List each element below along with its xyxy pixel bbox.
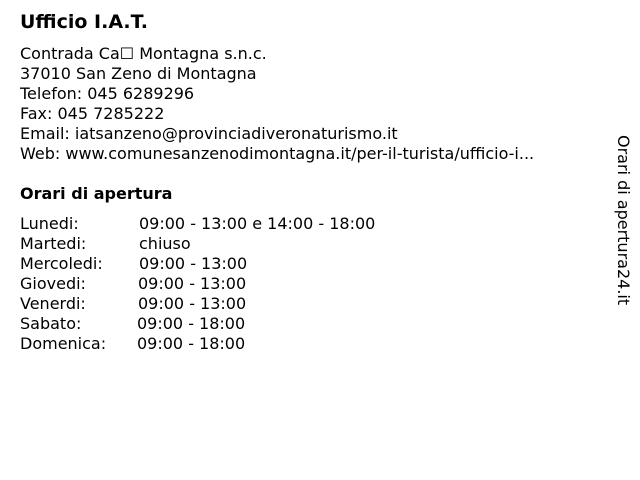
hours-row [20, 314, 440, 334]
hours-heading: Orari di apertura [20, 184, 173, 203]
hours-row [20, 334, 440, 354]
city-address: 37010 San Zeno di Montagna [20, 64, 257, 83]
time-value: 09:00 - 13:00 [139, 254, 248, 273]
time-value: 09:00 - 18:00 [137, 314, 246, 333]
time-value: chiuso [139, 234, 191, 253]
website-link[interactable]: Web: www.comunesanzenodimontagna.it/per-il-turista/ufficio-i... [20, 144, 535, 163]
brand-watermark: Orari di apertura24.it [614, 135, 633, 306]
day-label: Martedi: [20, 234, 87, 253]
email-address: Email: iatsanzeno@provinciadiveronaturismo.it [20, 124, 398, 143]
hours-row [20, 294, 440, 314]
opening-hours-list [20, 214, 440, 354]
day-label: Lunedi: [20, 214, 79, 233]
hours-row [20, 214, 440, 234]
time-value: 09:00 - 13:00 [138, 274, 247, 293]
time-value: 09:00 - 18:00 [137, 334, 246, 353]
hours-row [20, 274, 440, 294]
day-label: Venerdi: [20, 294, 86, 313]
fax-number: Fax: 045 7285222 [20, 104, 165, 123]
day-label: Giovedi: [20, 274, 86, 293]
day-label: Domenica: [20, 334, 107, 353]
time-value: 09:00 - 13:00 [138, 294, 247, 313]
day-label: Mercoledi: [20, 254, 103, 273]
page-title: Ufficio I.A.T. [20, 11, 148, 33]
street-address: Contrada Ca☐ Montagna s.n.c. [20, 44, 267, 63]
day-label: Sabato: [20, 314, 82, 333]
hours-row [20, 234, 440, 254]
phone-number: Telefon: 045 6289296 [20, 84, 195, 103]
time-value: 09:00 - 13:00 e 14:00 - 18:00 [139, 214, 376, 233]
hours-row [20, 254, 440, 274]
contact-block [20, 44, 534, 164]
